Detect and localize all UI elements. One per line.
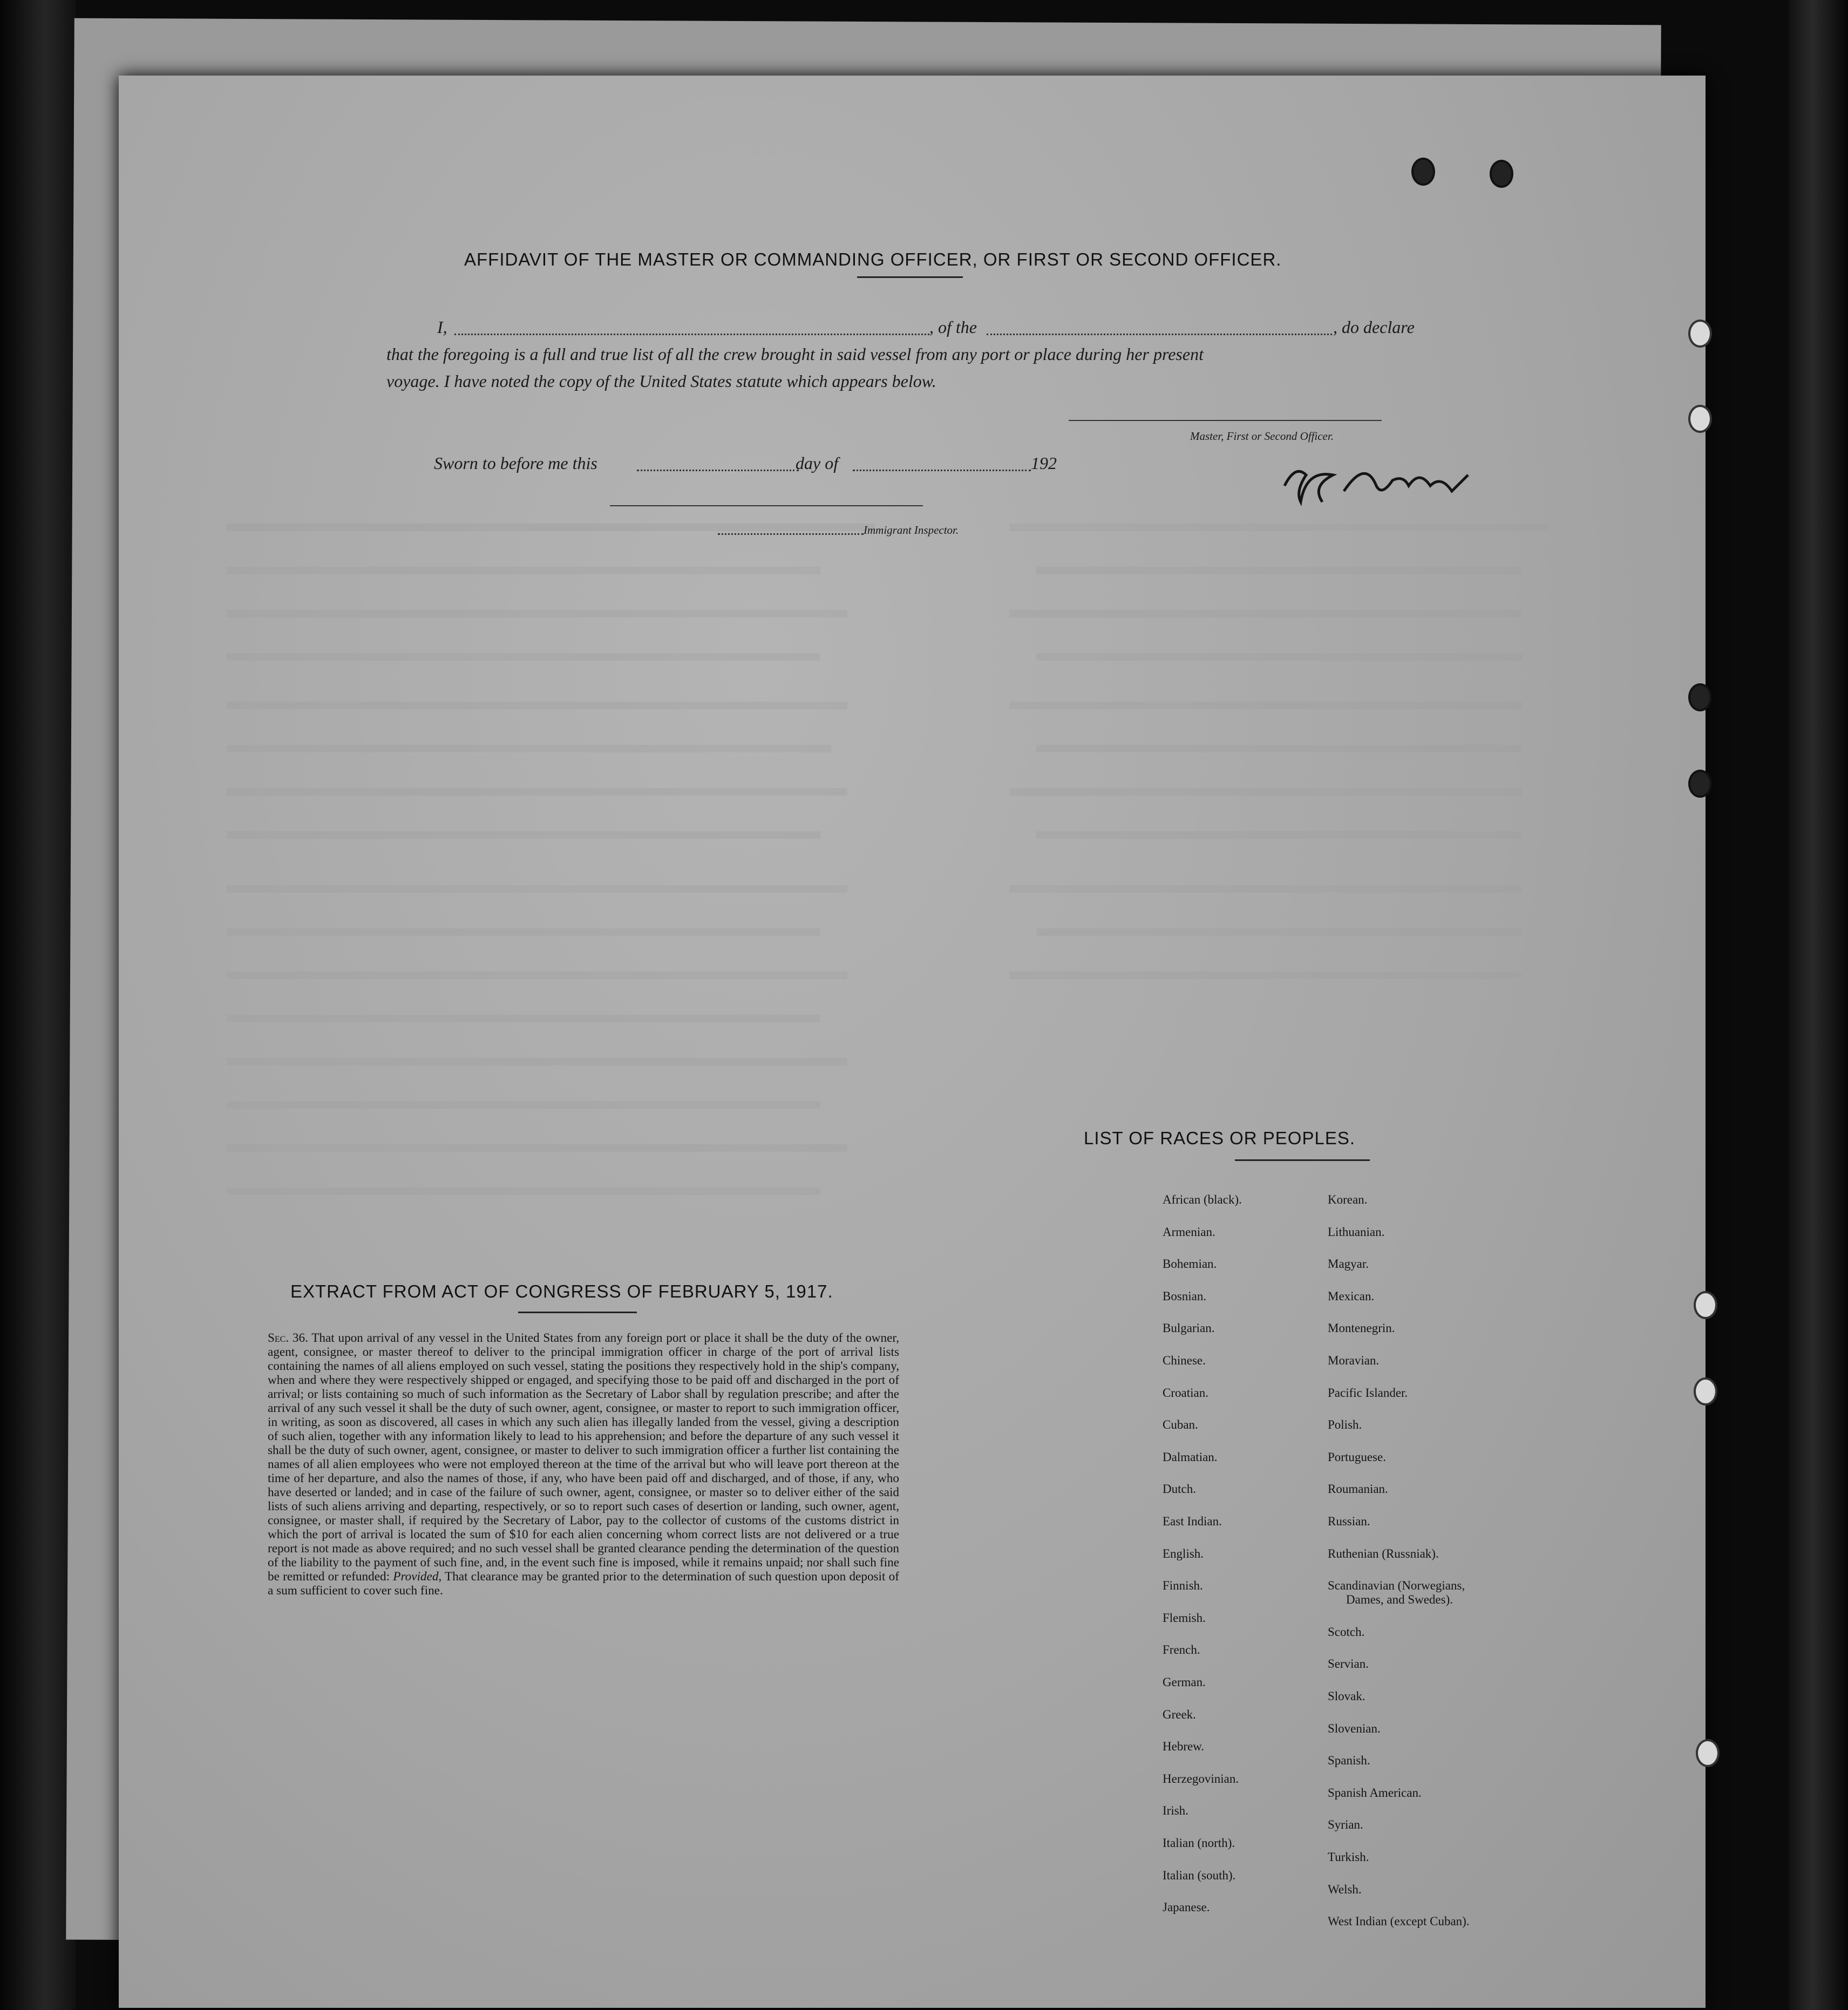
race-item: Finnish. bbox=[1163, 1579, 1203, 1593]
race-item: Pacific Islander. bbox=[1328, 1386, 1408, 1400]
race-item: Turkish. bbox=[1328, 1850, 1369, 1864]
extract-section-label: Sec. 36. bbox=[268, 1331, 308, 1345]
punch-hole-top-1 bbox=[1411, 158, 1435, 186]
race-item: Portuguese. bbox=[1328, 1450, 1386, 1464]
race-item: Bulgarian. bbox=[1163, 1321, 1215, 1335]
race-item: Polish. bbox=[1328, 1418, 1362, 1432]
race-item: Dames, and Swedes). bbox=[1346, 1593, 1453, 1607]
race-item: Welsh. bbox=[1328, 1882, 1362, 1896]
affidavit-line2: that the foregoing is a full and true list of all the crew brought in said vessel from any port or place during her present bbox=[386, 344, 1204, 364]
race-item: Slovenian. bbox=[1328, 1721, 1381, 1735]
race-item: Moravian. bbox=[1328, 1354, 1380, 1367]
punch-hole-right-1 bbox=[1688, 320, 1712, 348]
race-item: English. bbox=[1163, 1546, 1204, 1560]
extract-title-rule bbox=[518, 1312, 637, 1313]
punch-hole-right-4 bbox=[1688, 770, 1712, 798]
race-item: Russian. bbox=[1328, 1515, 1370, 1528]
race-item: Scandinavian (Norwegians, bbox=[1328, 1579, 1465, 1593]
punch-hole-top-2 bbox=[1490, 160, 1513, 188]
race-item: Korean. bbox=[1328, 1193, 1368, 1206]
officer-signature bbox=[1279, 453, 1517, 518]
race-item: German. bbox=[1163, 1675, 1206, 1689]
race-item: Slovak. bbox=[1328, 1689, 1365, 1703]
day-blank bbox=[637, 470, 799, 471]
affidavit-line1-start: I, bbox=[437, 317, 447, 337]
race-item: Dutch. bbox=[1163, 1482, 1196, 1496]
punch-hole-right-3 bbox=[1688, 683, 1712, 711]
sworn-year: 192 bbox=[1031, 453, 1057, 473]
signature-line bbox=[1069, 420, 1382, 421]
race-item: Chinese. bbox=[1163, 1354, 1206, 1367]
race-item: Irish. bbox=[1163, 1804, 1188, 1818]
inspector-line bbox=[610, 505, 923, 506]
race-item: Greek. bbox=[1163, 1707, 1196, 1721]
document-page bbox=[119, 76, 1706, 2008]
scan-border-right bbox=[1789, 0, 1848, 2010]
race-item: Herzegovinian. bbox=[1163, 1771, 1239, 1785]
month-blank bbox=[853, 470, 1031, 471]
race-item: Bohemian. bbox=[1163, 1257, 1217, 1271]
extract-body-end: That clearance may be granted prior to the determination of such question upon deposit of a sum sufficient to cover such fine. bbox=[268, 1570, 899, 1598]
race-item: African (black). bbox=[1163, 1193, 1242, 1206]
race-item: Italian (north). bbox=[1163, 1836, 1235, 1850]
name-blank bbox=[454, 334, 929, 335]
affidavit-line1-mid: , of the bbox=[929, 317, 977, 337]
races-title: LIST OF RACES OR PEOPLES. bbox=[1084, 1128, 1356, 1148]
race-item: Servian. bbox=[1328, 1657, 1369, 1671]
extract-body bbox=[268, 1331, 899, 1598]
extract-title: EXTRACT FROM ACT OF CONGRESS OF FEBRUARY 5, 1917. bbox=[290, 1281, 833, 1301]
race-item: Cuban. bbox=[1163, 1418, 1198, 1432]
bleed-through-texture bbox=[227, 518, 1630, 1328]
punch-hole-right-5 bbox=[1694, 1291, 1717, 1319]
race-item: Montenegrin. bbox=[1328, 1321, 1395, 1335]
inspector-blank bbox=[718, 533, 864, 535]
race-item: Dalmatian. bbox=[1163, 1450, 1218, 1464]
affidavit-line3: voyage. I have noted the copy of the United States statute which appears below. bbox=[386, 371, 936, 391]
race-item: Bosnian. bbox=[1163, 1289, 1207, 1303]
race-item: East Indian. bbox=[1163, 1515, 1222, 1528]
sworn-text: Sworn to before me this bbox=[434, 453, 597, 473]
vessel-blank bbox=[987, 334, 1332, 335]
race-item: French. bbox=[1163, 1643, 1200, 1657]
affidavit-line1-end: , do declare bbox=[1333, 317, 1415, 337]
race-item: Spanish American. bbox=[1328, 1785, 1422, 1800]
race-item: West Indian (except Cuban). bbox=[1328, 1914, 1470, 1928]
race-item: Scotch. bbox=[1328, 1625, 1365, 1639]
race-item: Syrian. bbox=[1328, 1818, 1363, 1832]
scan-border-left bbox=[0, 0, 76, 2010]
race-item: Italian (south). bbox=[1163, 1868, 1236, 1882]
signature-caption: Master, First or Second Officer. bbox=[1190, 430, 1334, 443]
race-item: Hebrew. bbox=[1163, 1740, 1205, 1754]
punch-hole-right-2 bbox=[1688, 405, 1712, 433]
extract-body-text: That upon arrival of any vessel in the United States from any foreign port or place it shall be the duty of the owner, agent, consignee, or master thereof to deliver to the principal immigration officer in charge of the port of arrival lists containing the names of all aliens employed on such vessel, stating the positions they respectively hold in the ship's company, when and where they were respectively shipped or engaged, and specifying those to be paid off and discharged in the port of arrival; or lists containing so much of such information as the Secretary of Labor shall by regulation prescribe; and after the arrival of any such vessel it shall be the duty of such owner, agent, consignee, or master to report to such immigration officer, in writing, as soon as discovered, all cases in which any such alien has illegally landed from the vessel, giving a description of such alien, together with any information likely to lead to his apprehension; and before the departure of any such vessel it shall be the duty of such owner, agent, consignee, or master to deliver to such immigration officer a further list containing the names of all alien employees who were not employed thereon at the time of the arrival but who will leave port thereon at the time of her departure, and also the names of those, if any, who have been paid off and discharged, and of those, if any, who have deserted or landed; and in case of the failure of such owner, agent, consignee, or master so to deliver either of the said lists of such aliens arriving and departing, respectively, or so to report such cases of desertion or landing, such owner, agent, consignee, or master shall, if required by the Secretary of Labor, pay to the collector of customs of the customs district in which the port of arrival is located the sum of $10 for each alien concerning whom correct lists are not delivered or a true report is not made as above required; and no such vessel shall be granted clearance pending the determination of the question of the liability to the payment of such fine, and, in the event such fine is imposed, while it remains unpaid; nor shall such fine be remitted or refunded: bbox=[268, 1331, 899, 1584]
race-item: Mexican. bbox=[1328, 1289, 1375, 1303]
race-item: Spanish. bbox=[1328, 1754, 1370, 1768]
race-item: Armenian. bbox=[1163, 1225, 1215, 1239]
races-title-rule bbox=[1235, 1159, 1370, 1161]
punch-hole-right-7 bbox=[1696, 1739, 1720, 1767]
inspector-caption: Immigrant Inspector. bbox=[864, 524, 959, 537]
race-item: Flemish. bbox=[1163, 1611, 1206, 1625]
bleed-through-marks bbox=[227, 518, 1630, 1328]
sworn-day-of: day of bbox=[796, 453, 839, 473]
extract-proviso-label: Provided, bbox=[393, 1570, 442, 1584]
affidavit-title: AFFIDAVIT OF THE MASTER OR COMMANDING OFFICER, OR FIRST OR SECOND OFFICER. bbox=[464, 249, 1282, 269]
race-item: Magyar. bbox=[1328, 1257, 1369, 1271]
punch-hole-right-6 bbox=[1694, 1377, 1717, 1405]
race-item: Lithuanian. bbox=[1328, 1225, 1385, 1239]
race-item: Croatian. bbox=[1163, 1386, 1208, 1400]
race-item: Roumanian. bbox=[1328, 1482, 1388, 1496]
race-item: Japanese. bbox=[1163, 1900, 1210, 1914]
affidavit-title-rule bbox=[857, 276, 963, 278]
race-item: Ruthenian (Russniak). bbox=[1328, 1546, 1439, 1560]
